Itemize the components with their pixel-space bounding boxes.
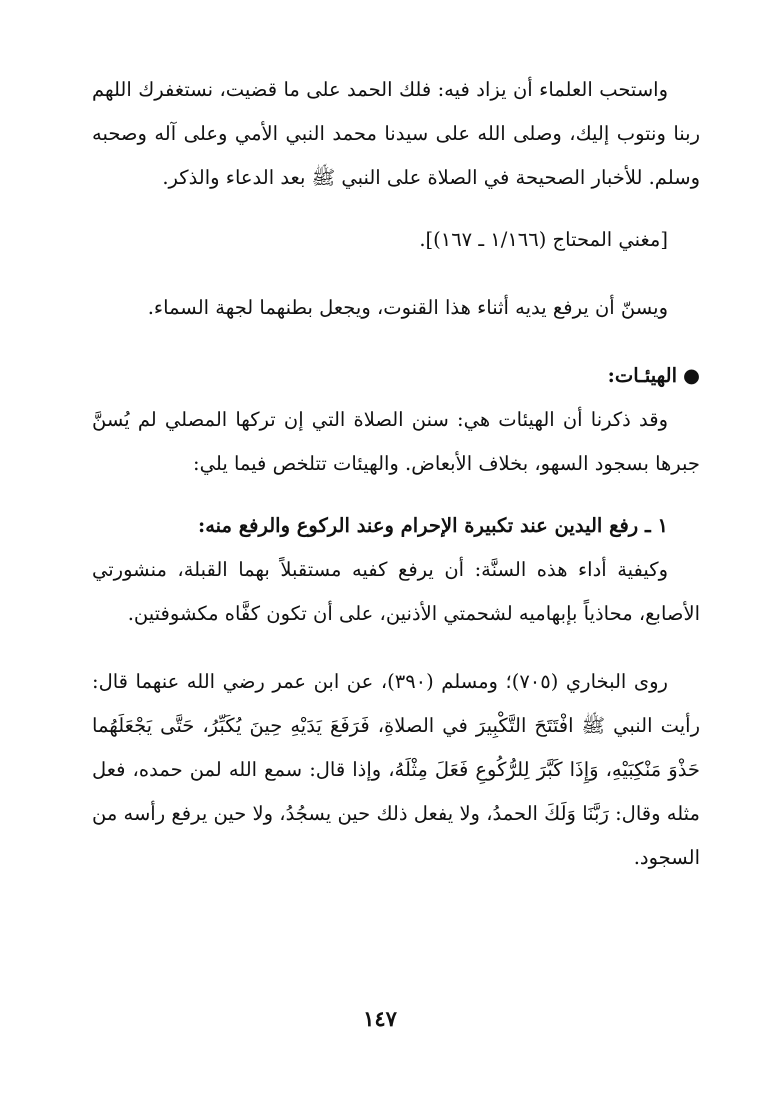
item-heading-raising-hands: ١ ـ رفع اليدين عند تكبيرة الإحرام وعند الركوع والرفع منه: [198, 514, 668, 537]
page-number: ١٤٧ [363, 1006, 397, 1031]
spacer [92, 330, 700, 354]
spacer [92, 486, 700, 504]
page-content [92, 68, 700, 880]
paragraph-hadith-ibn-umar: روى البخاري (٧٠٥)؛ ومسلم (٣٩٠)، عن ابن عمر رضي الله عنهما قال: رأيت النبي ﷺ افْتَتَحَ التَّكْبِيرَ في الصلاةِ، فَرَفَعَ يَدَيْهِ حِينَ يُكَبِّرُ، حَتَّى يَجْعَلَهُما حَذْوَ مَنْكِبَيْهِ، وَإِذَا كَبَّرَ لِلرُّكُوعِ فَعَلَ مِثْلَهُ، وإذا قال: سمع الله لمن حمده، فعل مثله وقال: رَبَّنَا وَلَكَ الحمدُ، ولا يفعل ذلك حين يسجُدُ، ولا حين يرفع رأسه من السجود. [92, 670, 700, 869]
bullet-icon: ● [682, 364, 700, 387]
spacer [92, 200, 700, 218]
reference-mughni: [مغني المحتاج (١/١٦٦ ـ ١٦٧)]. [419, 228, 668, 251]
spacer [92, 636, 700, 660]
paragraph-how-to-raise-hands: وكيفية أداء هذه السنَّة: أن يرفع كفيه مستقبلاً بهما القبلة، منشورتي الأصابع، محاذياً بإبهاميه لشحمتي الأذنين، على أن تكون كفَّاه مكشوفتين. [92, 558, 700, 625]
section-heading-text: الهيئـات: [607, 364, 677, 387]
paragraph-hay-at-definition: وقد ذكرنا أن الهيئات هي: سنن الصلاة التي إن تركها المصلي لم يُسنَّ جبرها بسجود السهو، بخلاف الأبعاض. والهيئات تتلخص فيما يلي: [92, 408, 700, 475]
section-heading-hay-at [92, 354, 700, 398]
paragraph-raising-hands-qunut: ويسنّ أن يرفع يديه أثناء هذا القنوت، ويجعل بطنهما لجهة السماء. [147, 296, 668, 319]
spacer [92, 262, 700, 286]
paragraph-dua-addition: واستحب العلماء أن يزاد فيه: فلك الحمد على ما قضيت، نستغفرك اللهم ربنا ونتوب إليك، وصلى الله على سيدنا محمد النبي الأمي وعلى آله وصحبه وسلم. للأخبار الصحيحة في الصلاة على النبي ﷺ بعد الدعاء والذكر. [92, 78, 700, 189]
